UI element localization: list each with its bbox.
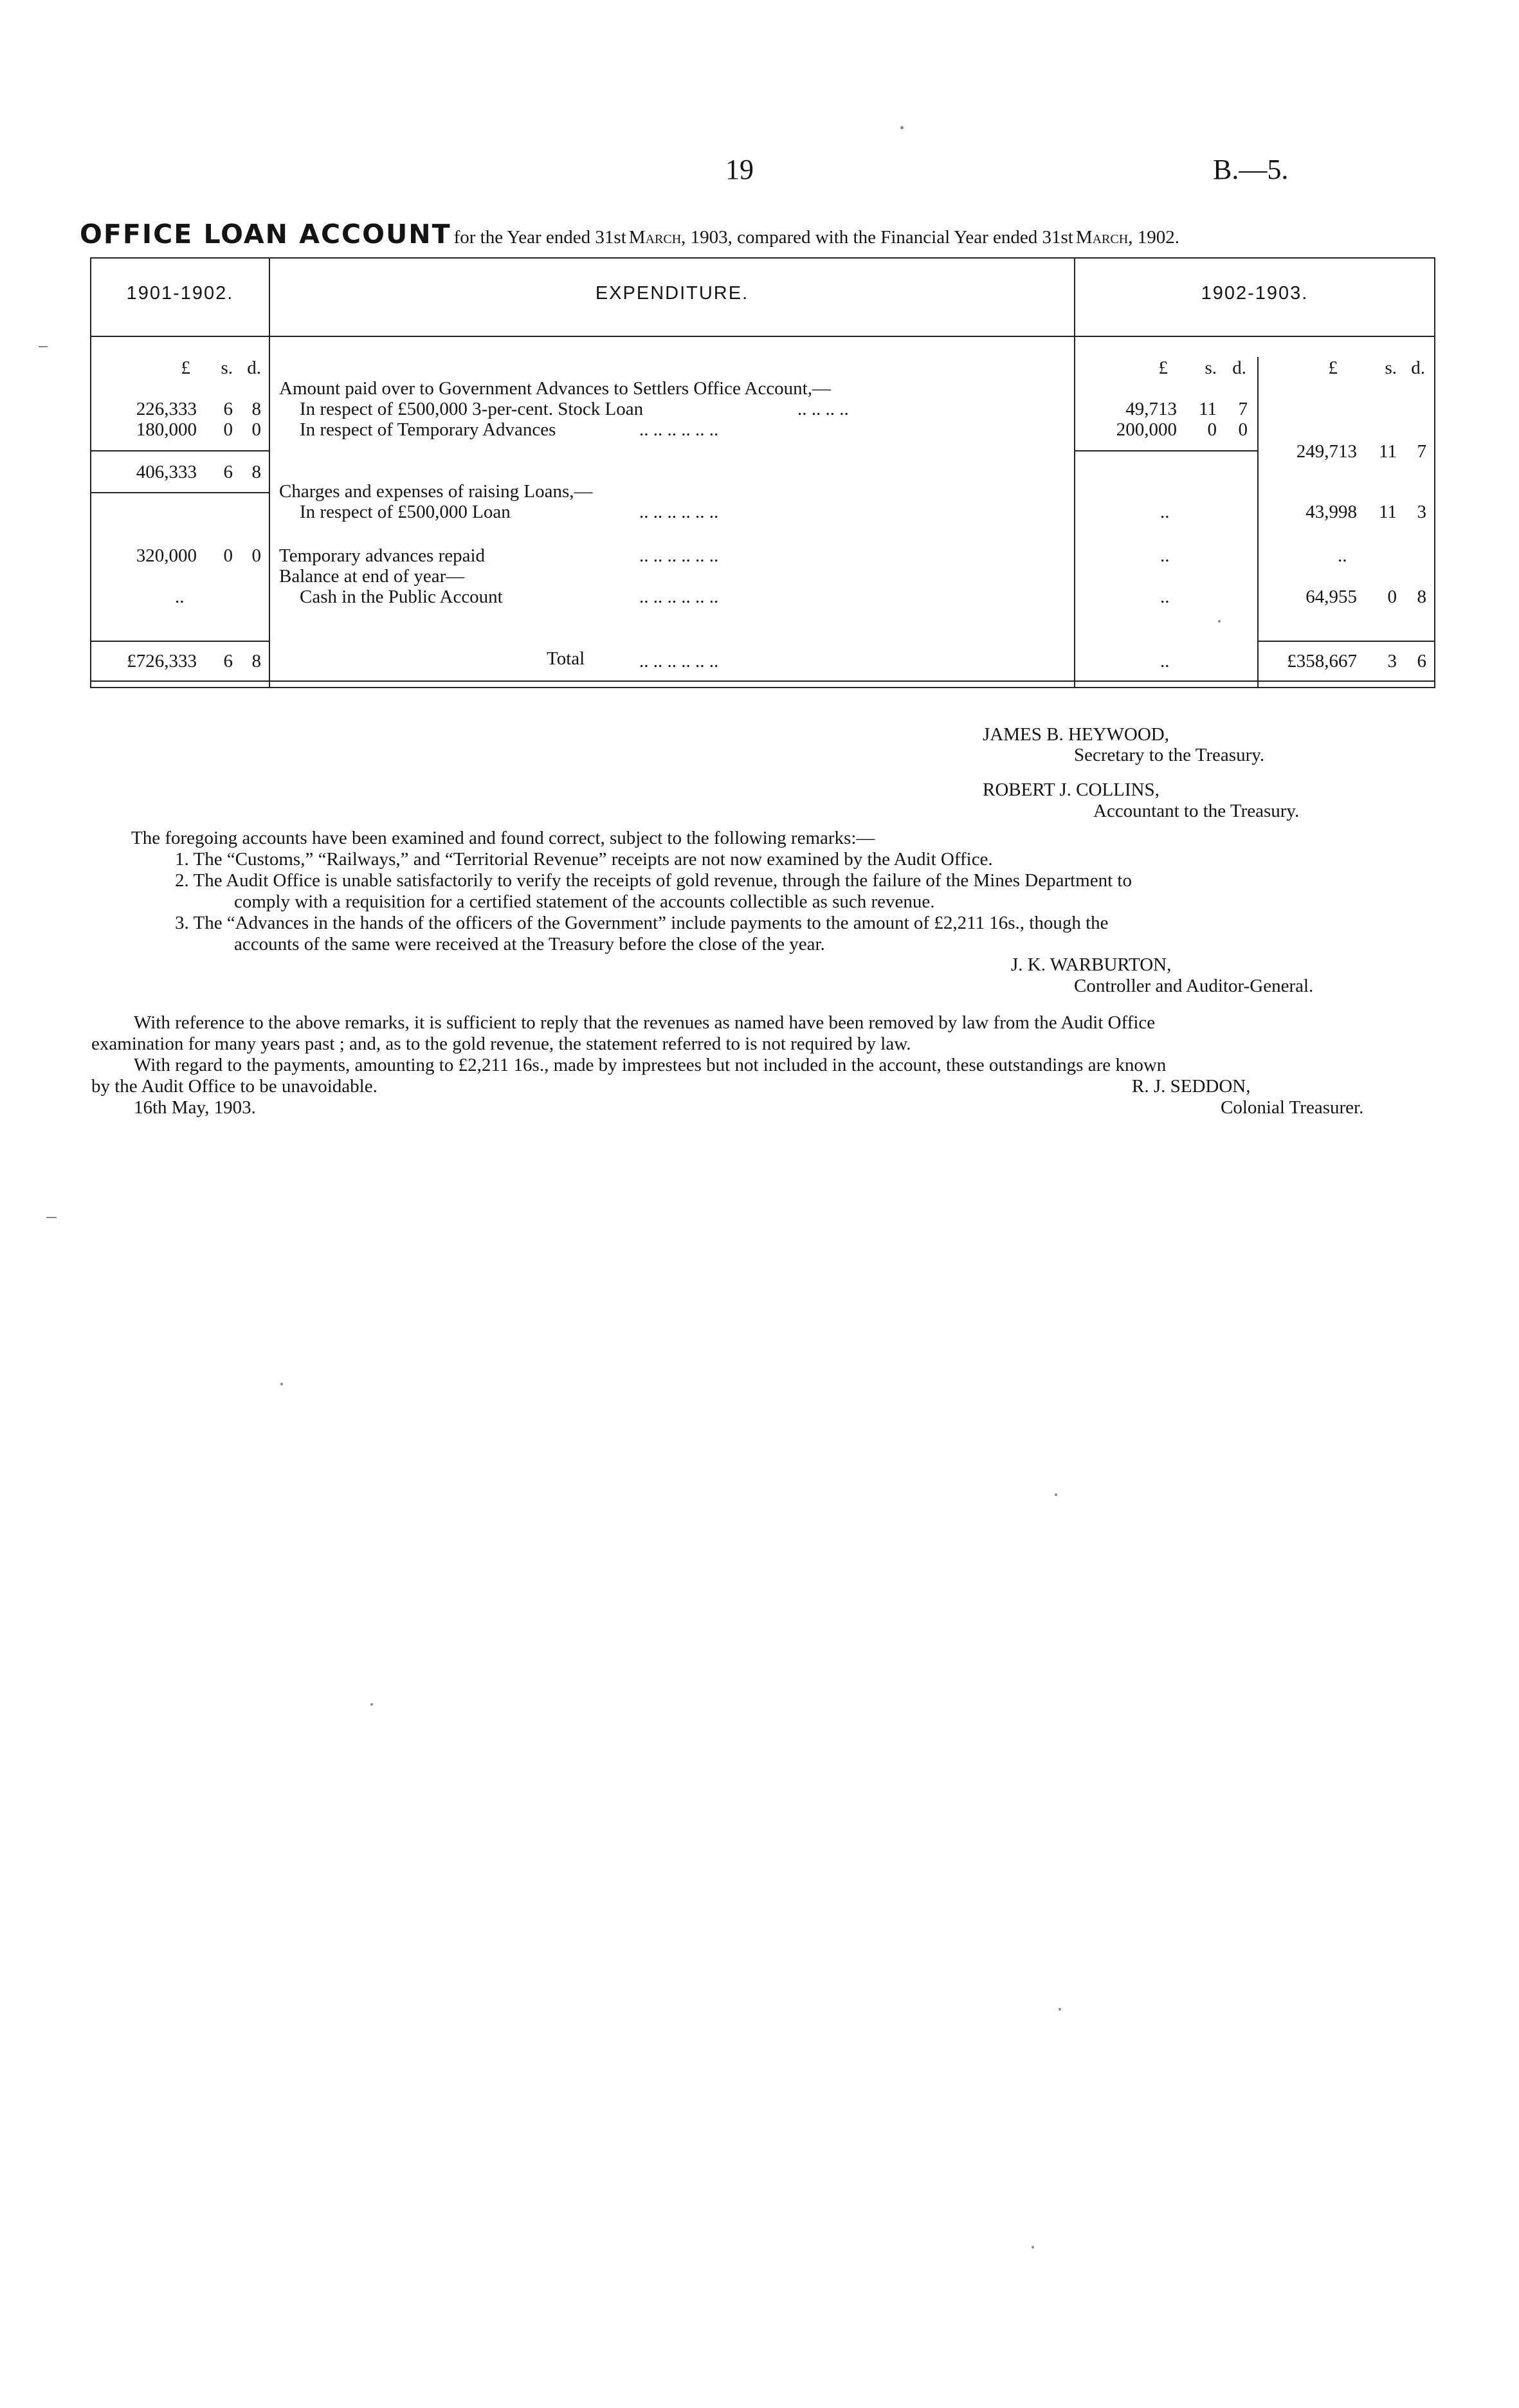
remark-3-line-2: accounts of the same were received at the Treasury before the close of the year. bbox=[234, 934, 825, 954]
left-row-1-d: 8 bbox=[251, 399, 261, 419]
remark-1: 1. The “Customs,” “Railways,” and “Territorial Revenue” receipts are not now examined by the Audit Office. bbox=[175, 849, 993, 870]
total-leaders: .. .. .. .. .. .. bbox=[639, 651, 719, 671]
left-repaid-d: 0 bbox=[251, 545, 261, 566]
left-row-1-s: 6 bbox=[223, 399, 233, 419]
title-rest-1: for the Year ended 31st bbox=[453, 227, 626, 248]
cash-label: Cash in the Public Account bbox=[300, 587, 503, 607]
balance-heading: Balance at end of year— bbox=[279, 566, 465, 587]
outer-pound-unit: £ bbox=[1328, 358, 1338, 378]
left-subtotal-rule-lower bbox=[91, 492, 269, 493]
title-rest-2: , 1903, compared with the Financial Year ended 31st bbox=[681, 227, 1073, 248]
outer-cash-pounds: 64,955 bbox=[1305, 587, 1357, 607]
title-month-2: March bbox=[1075, 227, 1129, 248]
table-top-rule bbox=[90, 257, 1435, 259]
left-total-s: 6 bbox=[223, 651, 233, 671]
scan-speck bbox=[1032, 2246, 1034, 2248]
inner-shilling-unit: s. bbox=[1205, 358, 1217, 378]
header-rule bbox=[90, 336, 1435, 337]
scan-speck bbox=[46, 1217, 57, 1218]
cash-leaders: .. .. .. .. .. .. bbox=[639, 587, 719, 607]
left-repaid-s: 0 bbox=[223, 545, 233, 566]
left-cash-leader: .. bbox=[175, 587, 185, 607]
total-label: Total bbox=[547, 648, 585, 669]
scan-speck bbox=[1055, 1493, 1057, 1496]
outer-shilling-unit: s. bbox=[1385, 358, 1397, 378]
reply-2-line-2: by the Audit Office to be unavoidable. bbox=[91, 1076, 377, 1097]
table-right-rule bbox=[1434, 257, 1435, 688]
inner-cash-leader: .. bbox=[1160, 587, 1170, 607]
scan-speck bbox=[900, 126, 904, 129]
table-left-rule bbox=[90, 257, 91, 688]
outer-advances-d: 7 bbox=[1417, 441, 1426, 462]
scan-speck bbox=[1059, 2008, 1061, 2011]
inner-row-1-pounds: 49,713 bbox=[1125, 399, 1177, 419]
charges-heading: Charges and expenses of raising Loans,— bbox=[279, 481, 593, 502]
warburton-title: Controller and Auditor-General. bbox=[1074, 976, 1314, 996]
page-number: 19 bbox=[725, 154, 754, 185]
inner-pence-unit: d. bbox=[1232, 358, 1246, 378]
remarks-intro: The foregoing accounts have been examined and found correct, subject to the following remarks:— bbox=[131, 828, 875, 848]
outer-total-rule bbox=[1259, 641, 1434, 642]
left-subtotal-d: 8 bbox=[251, 462, 261, 482]
left-total-d: 8 bbox=[251, 651, 261, 671]
inner-row-1-s: 11 bbox=[1199, 399, 1217, 419]
heywood-title: Secretary to the Treasury. bbox=[1074, 745, 1265, 765]
left-subtotal-s: 6 bbox=[223, 462, 233, 482]
left-shilling-unit: s. bbox=[221, 358, 233, 378]
inner-repaid-leader: .. bbox=[1160, 545, 1170, 566]
remark-2-line-1: 2. The Audit Office is unable satisfactorily to verify the receipts of gold revenue, through the failure of the Mines Department to bbox=[175, 870, 1132, 891]
reply-1-line-2: examination for many years past ; and, as to the gold revenue, the statement referred to is not required by law. bbox=[91, 1034, 911, 1054]
col-divider-left bbox=[269, 257, 270, 688]
header-year-1902: 1902-1903. bbox=[1201, 283, 1309, 304]
outer-charges-pounds: 43,998 bbox=[1305, 502, 1357, 522]
header-expenditure: EXPENDITURE. bbox=[595, 283, 749, 304]
temp-advances-leaders: .. .. .. .. .. .. bbox=[639, 419, 719, 440]
inner-subtotal-rule bbox=[1075, 450, 1257, 452]
inner-total-leader: .. bbox=[1160, 651, 1170, 671]
left-total-rule bbox=[91, 641, 269, 642]
collins-name: ROBERT J. COLLINS, bbox=[983, 780, 1160, 800]
left-pound-unit: £ bbox=[181, 358, 190, 378]
outer-pence-unit: d. bbox=[1411, 358, 1425, 378]
left-row-2-s: 0 bbox=[223, 419, 233, 440]
left-repaid-pounds: 320,000 bbox=[136, 545, 197, 566]
document-reference: B.—5. bbox=[1213, 154, 1289, 185]
advances-heading: Amount paid over to Government Advances to Settlers Office Account,— bbox=[279, 378, 831, 399]
outer-cash-d: 8 bbox=[1417, 587, 1426, 607]
left-row-2-d: 0 bbox=[251, 419, 261, 440]
temp-advances-label: In respect of Temporary Advances bbox=[300, 419, 556, 440]
loan-500-leaders: .. .. .. .. .. .. bbox=[639, 502, 719, 522]
outer-advances-pounds: 249,713 bbox=[1296, 441, 1357, 462]
reply-date: 16th May, 1903. bbox=[134, 1097, 256, 1118]
reply-1-line-1: With reference to the above remarks, it is sufficient to reply that the revenues as named have been removed by law from the Audit Office bbox=[134, 1012, 1156, 1033]
scan-speck bbox=[280, 1383, 283, 1385]
scan-speck bbox=[39, 346, 48, 347]
scan-speck bbox=[1218, 620, 1221, 623]
warburton-name: J. K. WARBURTON, bbox=[1011, 954, 1172, 975]
col-divider-inner bbox=[1257, 357, 1259, 688]
col-divider-right bbox=[1074, 257, 1075, 688]
outer-cash-s: 0 bbox=[1387, 587, 1397, 607]
left-subtotal-pounds: 406,333 bbox=[136, 462, 197, 482]
inner-row-2-pounds: 200,000 bbox=[1116, 419, 1177, 440]
title-bold: OFFICE LOAN ACCOUNT bbox=[80, 219, 451, 250]
left-subtotal-rule bbox=[91, 450, 269, 452]
loan-500-label: In respect of £500,000 Loan bbox=[300, 502, 511, 522]
bottom-rule-1 bbox=[90, 680, 1435, 682]
title-rest-3: , 1902. bbox=[1128, 227, 1179, 248]
repaid-leaders: .. .. .. .. .. .. bbox=[639, 545, 719, 566]
seddon-name: R. J. SEDDON, bbox=[1132, 1076, 1251, 1097]
scan-speck bbox=[370, 1703, 373, 1706]
outer-total-d: 6 bbox=[1417, 651, 1426, 671]
outer-charges-s: 11 bbox=[1379, 502, 1397, 522]
repaid-label: Temporary advances repaid bbox=[279, 545, 486, 566]
header-year-1901: 1901-1902. bbox=[126, 283, 234, 304]
inner-row-2-s: 0 bbox=[1207, 419, 1217, 440]
outer-advances-s: 11 bbox=[1379, 441, 1397, 462]
collins-title: Accountant to the Treasury. bbox=[1093, 801, 1300, 821]
outer-charges-d: 3 bbox=[1417, 502, 1426, 522]
remark-2-line-2: comply with a requisition for a certified statement of the accounts collectible as such revenue. bbox=[234, 891, 935, 912]
inner-pound-unit: £ bbox=[1158, 358, 1168, 378]
outer-total-s: 3 bbox=[1387, 651, 1397, 671]
stock-loan-label: In respect of £500,000 3-per-cent. Stock Loan bbox=[300, 399, 644, 419]
heywood-name: JAMES B. HEYWOOD, bbox=[983, 724, 1169, 745]
inner-loan-500-leader: .. bbox=[1160, 502, 1170, 522]
remark-3-line-1: 3. The “Advances in the hands of the officers of the Government” include payments to the amount of £2,211 16s., though the bbox=[175, 913, 1109, 933]
reply-2-line-1: With regard to the payments, amounting to £2,211 16s., made by imprestees but not included in the account, these outstandings are known bbox=[134, 1055, 1167, 1075]
title-month-1: March bbox=[628, 227, 682, 248]
bottom-rule-2 bbox=[90, 687, 1435, 688]
seddon-title: Colonial Treasurer. bbox=[1221, 1097, 1364, 1118]
left-row-2-pounds: 180,000 bbox=[136, 419, 197, 440]
left-pence-unit: d. bbox=[247, 358, 261, 378]
inner-row-2-d: 0 bbox=[1238, 419, 1248, 440]
account-table bbox=[0, 0, 1519, 707]
outer-total-pounds: £358,667 bbox=[1287, 651, 1357, 671]
left-total-pounds: £726,333 bbox=[127, 651, 197, 671]
stock-loan-leaders: .. .. .. .. bbox=[797, 399, 849, 419]
outer-repaid-leader: .. bbox=[1338, 545, 1347, 566]
inner-row-1-d: 7 bbox=[1238, 399, 1248, 419]
left-row-1-pounds: 226,333 bbox=[136, 399, 197, 419]
